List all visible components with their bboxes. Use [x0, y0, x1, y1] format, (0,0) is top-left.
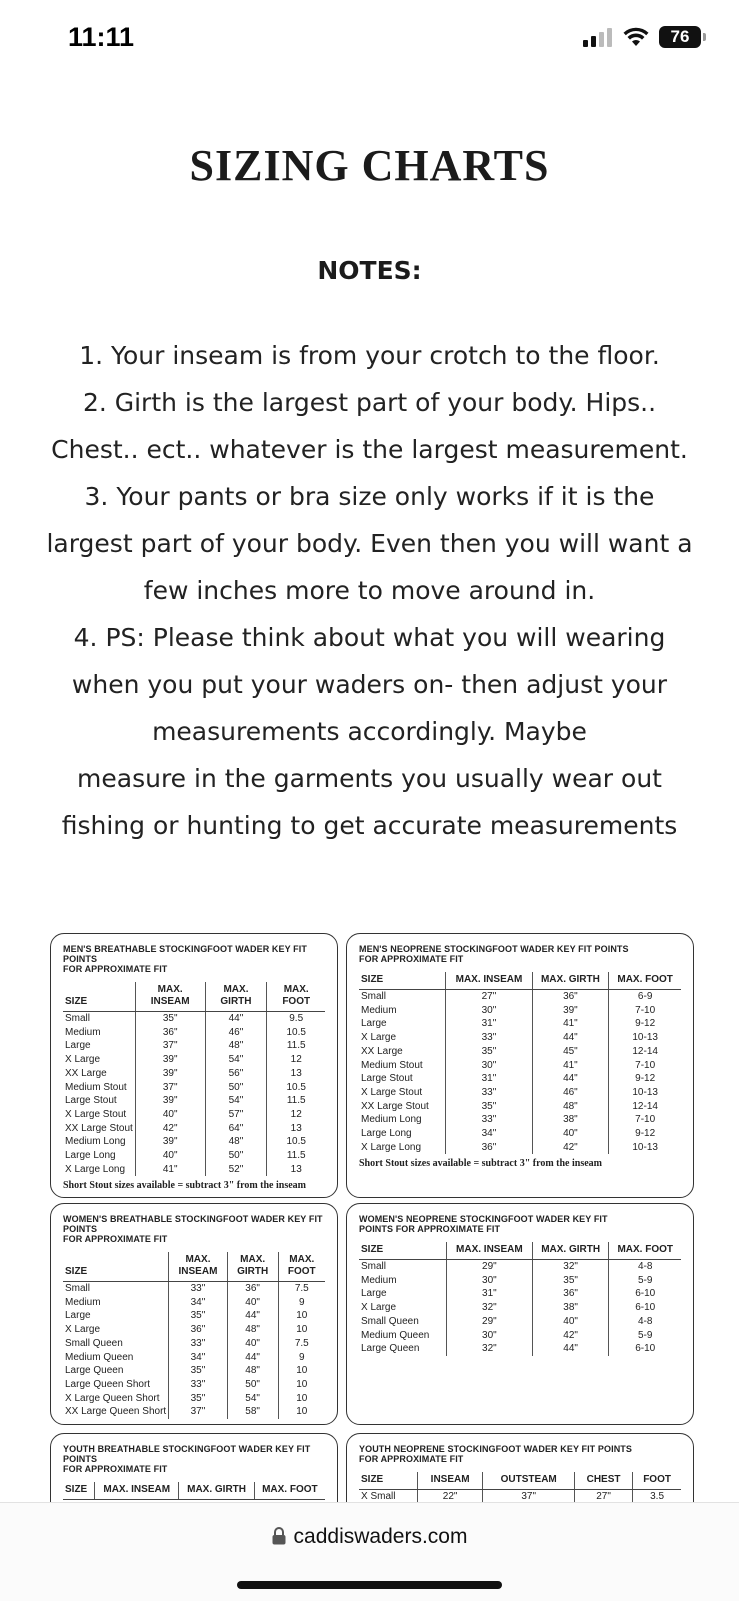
column-header: SIZE — [63, 982, 135, 1012]
table-cell: 10 — [278, 1405, 325, 1419]
table-cell: Large Queen Short — [65, 1378, 151, 1390]
mens-breathable-chart — [50, 933, 338, 1198]
table-cell: Small Queen — [361, 1315, 419, 1327]
home-indicator[interactable] — [237, 1581, 502, 1589]
table-row — [63, 1012, 325, 1026]
chart-title — [51, 1434, 337, 1474]
table-cell: 40" — [227, 1296, 278, 1310]
table-cell: 4-8 — [609, 1315, 681, 1329]
mens-neoprene-chart — [346, 933, 694, 1198]
table-cell: Large — [65, 1040, 91, 1052]
table-cell: X Large Long — [361, 1141, 422, 1153]
table-cell: 35" — [169, 1364, 228, 1378]
table-cell: X Large — [361, 1302, 397, 1314]
column-header: MAX. INSEAM — [95, 1482, 179, 1500]
size-table — [359, 1242, 681, 1356]
status-time: 11:11 — [68, 22, 135, 52]
table-cell: 50" — [205, 1149, 267, 1163]
table-cell: Large Stout — [361, 1073, 413, 1085]
table-cell: Medium Stout — [65, 1081, 127, 1093]
table-cell: 56" — [205, 1067, 267, 1081]
table-cell: Large Queen — [361, 1343, 420, 1355]
table-cell: 9.5 — [267, 1012, 325, 1026]
table-cell: 36" — [532, 990, 609, 1004]
table-cell: 9 — [278, 1296, 325, 1310]
chart-title-line: WOMEN'S BREATHABLE STOCKINGFOOT WADER KEY FIT POINTS — [63, 1214, 323, 1234]
chart-title-line: POINTS FOR APPROXIMATE FIT — [359, 1224, 501, 1234]
table-cell: 37" — [169, 1405, 228, 1419]
note-line: Chest.. ect.. whatever is the largest measurement. — [51, 435, 688, 464]
table-cell: 12-14 — [609, 1045, 681, 1059]
table-cell: Medium Long — [361, 1114, 422, 1126]
table-cell: 10 — [278, 1378, 325, 1392]
chart-footnote: Short Stout sizes available = subtract 3" from the inseam — [63, 1180, 306, 1192]
table-cell: 44" — [532, 1072, 609, 1086]
chart-title-line: FOR APPROXIMATE FIT — [63, 964, 168, 974]
table-cell: 64" — [205, 1122, 267, 1136]
table-cell: 9 — [278, 1351, 325, 1365]
table-row — [63, 1122, 325, 1136]
table-cell: Medium Queen — [361, 1329, 430, 1341]
table-cell: 5-9 — [609, 1274, 681, 1288]
table-row — [63, 1378, 325, 1392]
column-header: CHEST — [574, 1472, 632, 1490]
column-header: MAX. GIRTH — [205, 982, 267, 1012]
table-cell: X Large Long — [65, 1163, 126, 1175]
column-header: MAX. FOOT — [278, 1252, 325, 1282]
page-title: SIZING CHARTS — [189, 141, 550, 190]
table-cell: 44" — [227, 1351, 278, 1365]
table-cell: 31" — [446, 1287, 532, 1301]
size-table — [359, 1472, 681, 1504]
status-icons — [583, 26, 701, 48]
size-table — [63, 1252, 325, 1419]
table-row — [359, 1274, 681, 1288]
table-cell: Medium — [361, 1004, 397, 1016]
table-cell: 39" — [135, 1067, 205, 1081]
table-cell: 54" — [205, 1094, 267, 1108]
table-cell: 33" — [169, 1282, 228, 1296]
chart-title — [51, 934, 337, 974]
table-cell: 36" — [446, 1141, 532, 1155]
table-cell: 5-9 — [609, 1329, 681, 1343]
table-cell: 36" — [135, 1026, 205, 1040]
table-cell: 35" — [446, 1045, 532, 1059]
table-cell: 27" — [574, 1490, 632, 1504]
note-line: fishing or hunting to get accurate measurements — [61, 811, 678, 840]
table-row — [63, 1149, 325, 1163]
column-header: MAX. GIRTH — [179, 1482, 254, 1500]
table-cell: 10.5 — [267, 1026, 325, 1040]
table-row — [63, 1351, 325, 1365]
table-row — [63, 1296, 325, 1310]
column-header: MAX. FOOT — [254, 1482, 325, 1500]
table-cell: X Large Stout — [65, 1108, 127, 1120]
table-row — [63, 1135, 325, 1149]
table-cell: 3.5 — [633, 1490, 681, 1504]
table-cell: 35" — [169, 1309, 228, 1323]
table-row — [359, 1086, 681, 1100]
table-cell: 34" — [169, 1296, 228, 1310]
column-header: MAX. GIRTH — [532, 972, 609, 990]
chart-title-line: MEN'S NEOPRENE STOCKINGFOOT WADER KEY FIT POINTS — [359, 944, 629, 954]
table-cell: 10 — [278, 1392, 325, 1406]
chart-title-line: MEN'S BREATHABLE STOCKINGFOOT WADER KEY FIT POINTS — [63, 944, 307, 964]
table-cell: 58" — [227, 1405, 278, 1419]
chart-title-line: FOR APPROXIMATE FIT — [359, 954, 464, 964]
chart-title-line: FOR APPROXIMATE FIT — [63, 1234, 168, 1244]
status-bar — [0, 0, 739, 80]
table-row — [359, 990, 681, 1004]
table-cell: 33" — [169, 1337, 228, 1351]
table-cell: 30" — [446, 1329, 532, 1343]
table-cell: 27" — [446, 990, 532, 1004]
table-cell: 48" — [205, 1039, 267, 1053]
column-header: MAX. FOOT — [609, 1242, 681, 1260]
table-row — [359, 1113, 681, 1127]
table-cell: Medium Stout — [361, 1059, 423, 1071]
table-cell: 39" — [135, 1094, 205, 1108]
table-cell: X Large Stout — [361, 1086, 423, 1098]
table-cell: 9-12 — [609, 1017, 681, 1031]
table-cell: 7.5 — [278, 1337, 325, 1351]
column-header: SIZE — [63, 1482, 95, 1500]
table-cell: 38" — [532, 1301, 609, 1315]
table-cell: 40" — [532, 1127, 609, 1141]
table-cell: 40" — [227, 1337, 278, 1351]
column-header: MAX. GIRTH — [532, 1242, 609, 1260]
note-line: few inches more to move around in. — [143, 576, 596, 605]
table-cell: 6-10 — [609, 1301, 681, 1315]
table-cell: 11.5 — [267, 1149, 325, 1163]
chart-title — [347, 1434, 693, 1464]
table-row — [63, 1364, 325, 1378]
table-row — [359, 1100, 681, 1114]
table-cell: 46" — [205, 1026, 267, 1040]
table-cell: 11.5 — [267, 1094, 325, 1108]
table-cell: 6-9 — [609, 990, 681, 1004]
table-row — [359, 1301, 681, 1315]
table-cell: 12 — [267, 1108, 325, 1122]
table-cell: Small — [361, 991, 387, 1002]
column-header: SIZE — [359, 1242, 446, 1260]
table-cell: 13 — [267, 1163, 325, 1177]
address-bar[interactable] — [0, 1525, 739, 1549]
column-header: SIZE — [359, 972, 446, 990]
table-row — [359, 1315, 681, 1329]
notes-heading: NOTES: — [317, 256, 422, 285]
table-row — [63, 1108, 325, 1122]
table-cell: 32" — [446, 1301, 532, 1315]
table-cell: 44" — [532, 1342, 609, 1356]
table-cell: 42" — [135, 1122, 205, 1136]
url-text: caddiswaders.com — [293, 1525, 468, 1548]
table-cell: 35" — [169, 1392, 228, 1406]
table-row — [63, 1309, 325, 1323]
column-header: SIZE — [359, 1472, 417, 1490]
table-cell: 10-13 — [609, 1086, 681, 1100]
column-header: FOOT — [633, 1472, 681, 1490]
table-cell: 41" — [532, 1059, 609, 1073]
table-row — [359, 1017, 681, 1031]
table-cell: 36" — [532, 1287, 609, 1301]
table-cell: 46" — [532, 1086, 609, 1100]
table-cell: 29" — [446, 1315, 532, 1329]
table-cell: 32" — [532, 1260, 609, 1274]
table-row — [63, 1067, 325, 1081]
chart-footnote: Short Stout sizes available = subtract 3" from the inseam — [359, 1158, 602, 1170]
table-cell: 37" — [135, 1081, 205, 1095]
table-cell: X Large — [361, 1032, 397, 1044]
table-cell: 38" — [532, 1113, 609, 1127]
table-cell: 10 — [278, 1364, 325, 1378]
table-cell: Large — [361, 1288, 387, 1300]
table-cell: 10.5 — [267, 1081, 325, 1095]
table-cell: Large — [65, 1310, 91, 1322]
table-cell: Small — [361, 1261, 387, 1272]
table-row — [359, 1072, 681, 1086]
table-cell: 33" — [446, 1113, 532, 1127]
table-cell: 50" — [205, 1081, 267, 1095]
table-cell: Large Long — [65, 1150, 116, 1162]
battery-icon: 76 — [659, 26, 701, 48]
column-header: MAX. FOOT — [267, 982, 325, 1012]
note-line: measurements accordingly. Maybe — [152, 717, 587, 746]
table-cell: 34" — [169, 1351, 228, 1365]
table-cell: 7-10 — [609, 1004, 681, 1018]
table-cell: 48" — [227, 1364, 278, 1378]
note-line: 3. Your pants or bra size only works if it is the — [84, 482, 655, 511]
table-row — [63, 1081, 325, 1095]
table-row — [359, 1260, 681, 1274]
table-row — [63, 1405, 325, 1419]
table-cell: 30" — [446, 1059, 532, 1073]
table-cell: 10 — [278, 1309, 325, 1323]
table-cell: 13 — [267, 1067, 325, 1081]
table-row — [63, 1163, 325, 1177]
table-cell: 10-13 — [609, 1031, 681, 1045]
table-row — [63, 1323, 325, 1337]
table-cell: 10-13 — [609, 1141, 681, 1155]
table-cell: XX Large Queen Short — [65, 1406, 167, 1418]
table-cell: 10.5 — [267, 1135, 325, 1149]
table-cell: 50" — [227, 1378, 278, 1392]
table-cell: X Large Queen Short — [65, 1392, 160, 1404]
table-row — [63, 1026, 325, 1040]
womens-neoprene-chart — [346, 1203, 694, 1425]
table-cell: 12-14 — [609, 1100, 681, 1114]
table-cell: 52" — [205, 1163, 267, 1177]
table-cell: Small — [65, 1013, 91, 1024]
table-cell: 45" — [532, 1045, 609, 1059]
table-cell: 39" — [135, 1135, 205, 1149]
table-cell: 33" — [446, 1031, 532, 1045]
column-header: MAX. INSEAM — [446, 1242, 532, 1260]
chart-title-line: FOR APPROXIMATE FIT — [359, 1454, 464, 1464]
table-cell: Medium — [65, 1296, 101, 1308]
table-row — [63, 1337, 325, 1351]
table-row — [359, 1059, 681, 1073]
table-cell: 31" — [446, 1017, 532, 1031]
table-cell: 37" — [135, 1039, 205, 1053]
womens-breathable-chart — [50, 1203, 338, 1425]
table-cell: XX Large Stout — [361, 1100, 429, 1112]
table-row — [359, 1031, 681, 1045]
table-cell: 39" — [135, 1053, 205, 1067]
note-line: 4. PS: Please think about what you will wearing — [73, 623, 666, 652]
table-row — [359, 1329, 681, 1343]
chart-title — [347, 934, 693, 964]
table-cell: 30" — [446, 1004, 532, 1018]
note-line: largest part of your body. Even then you will want a — [46, 529, 693, 558]
column-header: MAX. INSEAM — [135, 982, 205, 1012]
table-row — [359, 1342, 681, 1356]
table-cell: 41" — [532, 1017, 609, 1031]
table-row — [359, 1141, 681, 1155]
table-cell: 48" — [227, 1323, 278, 1337]
table-cell: Large — [361, 1018, 387, 1030]
table-cell: 40" — [135, 1149, 205, 1163]
column-header: OUTSTEAM — [483, 1472, 574, 1490]
note-line: 1. Your inseam is from your crotch to the floor. — [79, 341, 660, 370]
table-row — [63, 1039, 325, 1053]
table-cell: 35" — [532, 1274, 609, 1288]
table-cell: 37" — [483, 1490, 574, 1504]
column-header: SIZE — [63, 1252, 169, 1282]
column-header: MAX. INSEAM — [446, 972, 532, 990]
table-cell: XX Large Stout — [65, 1122, 133, 1134]
table-cell: 36" — [227, 1282, 278, 1296]
table-cell: 31" — [446, 1072, 532, 1086]
table-cell: Medium — [65, 1026, 101, 1038]
table-row — [63, 1392, 325, 1406]
chart-title — [347, 1204, 693, 1234]
table-cell: 10 — [278, 1323, 325, 1337]
table-cell: 54" — [227, 1392, 278, 1406]
table-cell: 35" — [446, 1100, 532, 1114]
table-cell: 11.5 — [267, 1039, 325, 1053]
table-cell: X Large — [65, 1324, 101, 1336]
column-header: INSEAM — [417, 1472, 483, 1490]
size-table — [359, 972, 681, 1154]
table-row — [63, 1053, 325, 1067]
table-row — [359, 1287, 681, 1301]
table-cell: X Large — [65, 1054, 101, 1066]
chart-title-line: YOUTH NEOPRENE STOCKINGFOOT WADER KEY FIT POINTS — [359, 1444, 632, 1454]
table-cell: Small Queen — [65, 1337, 123, 1349]
table-cell: Medium — [361, 1274, 397, 1286]
note-line: 2. Girth is the largest part of your body. Hips.. — [82, 388, 657, 417]
table-cell: 35" — [135, 1012, 205, 1026]
table-row — [63, 1094, 325, 1108]
table-cell: Large Long — [361, 1128, 412, 1140]
table-cell: 48" — [205, 1135, 267, 1149]
chart-title-line: FOR APPROXIMATE FIT — [63, 1464, 168, 1474]
column-header: MAX. INSEAM — [169, 1252, 228, 1282]
table-cell: 39" — [532, 1004, 609, 1018]
note-line: measure in the garments you usually wear out — [77, 764, 662, 793]
table-cell: 29" — [446, 1260, 532, 1274]
table-cell: 22" — [417, 1490, 483, 1504]
table-cell: 42" — [532, 1141, 609, 1155]
table-cell: 41" — [135, 1163, 205, 1177]
table-cell: 57" — [205, 1108, 267, 1122]
table-cell: 13 — [267, 1122, 325, 1136]
table-row — [359, 1004, 681, 1018]
table-cell: 12 — [267, 1053, 325, 1067]
table-cell: 36" — [169, 1323, 228, 1337]
table-row — [63, 1282, 325, 1296]
table-cell: 42" — [532, 1329, 609, 1343]
table-cell: 7-10 — [609, 1059, 681, 1073]
browser-bottom-bar — [0, 1502, 739, 1601]
table-cell: 48" — [532, 1100, 609, 1114]
notes-list — [20, 332, 719, 849]
table-cell: 44" — [532, 1031, 609, 1045]
table-cell: Small — [65, 1283, 91, 1294]
lock-icon — [272, 1527, 286, 1545]
table-cell: Large Stout — [65, 1095, 117, 1107]
table-row — [359, 1127, 681, 1141]
note-line: when you put your waders on- then adjust your — [71, 670, 668, 699]
table-cell: Large Queen — [65, 1365, 124, 1377]
table-cell: 34" — [446, 1127, 532, 1141]
wifi-icon — [623, 27, 649, 47]
table-cell: 9-12 — [609, 1127, 681, 1141]
table-cell: 6-10 — [609, 1287, 681, 1301]
table-cell: XX Large — [361, 1045, 403, 1057]
table-cell: 7-10 — [609, 1113, 681, 1127]
table-cell: 32" — [446, 1342, 532, 1356]
chart-title — [51, 1204, 337, 1244]
size-table — [63, 982, 325, 1176]
column-header: MAX. FOOT — [609, 972, 681, 990]
table-cell: 40" — [532, 1315, 609, 1329]
table-cell: XX Large — [65, 1067, 107, 1079]
table-cell: 7.5 — [278, 1282, 325, 1296]
chart-title-line: WOMEN'S NEOPRENE STOCKINGFOOT WADER KEY FIT — [359, 1214, 608, 1224]
table-cell: 6-10 — [609, 1342, 681, 1356]
cellular-signal-icon — [583, 27, 613, 47]
table-cell: Medium Queen — [65, 1351, 134, 1363]
size-table — [63, 1482, 325, 1500]
table-cell: 40" — [135, 1108, 205, 1122]
table-cell: 9-12 — [609, 1072, 681, 1086]
table-cell: 33" — [446, 1086, 532, 1100]
table-cell: Medium Long — [65, 1136, 126, 1148]
table-cell: 33" — [169, 1378, 228, 1392]
table-cell: 44" — [227, 1309, 278, 1323]
chart-title-line: YOUTH BREATHABLE STOCKINGFOOT WADER KEY FIT POINTS — [63, 1444, 311, 1464]
table-cell: 30" — [446, 1274, 532, 1288]
column-header: MAX. GIRTH — [227, 1252, 278, 1282]
table-cell: 4-8 — [609, 1260, 681, 1274]
table-cell: 44" — [205, 1012, 267, 1026]
table-cell: X Small — [361, 1491, 396, 1502]
table-row — [359, 1045, 681, 1059]
table-cell: 54" — [205, 1053, 267, 1067]
